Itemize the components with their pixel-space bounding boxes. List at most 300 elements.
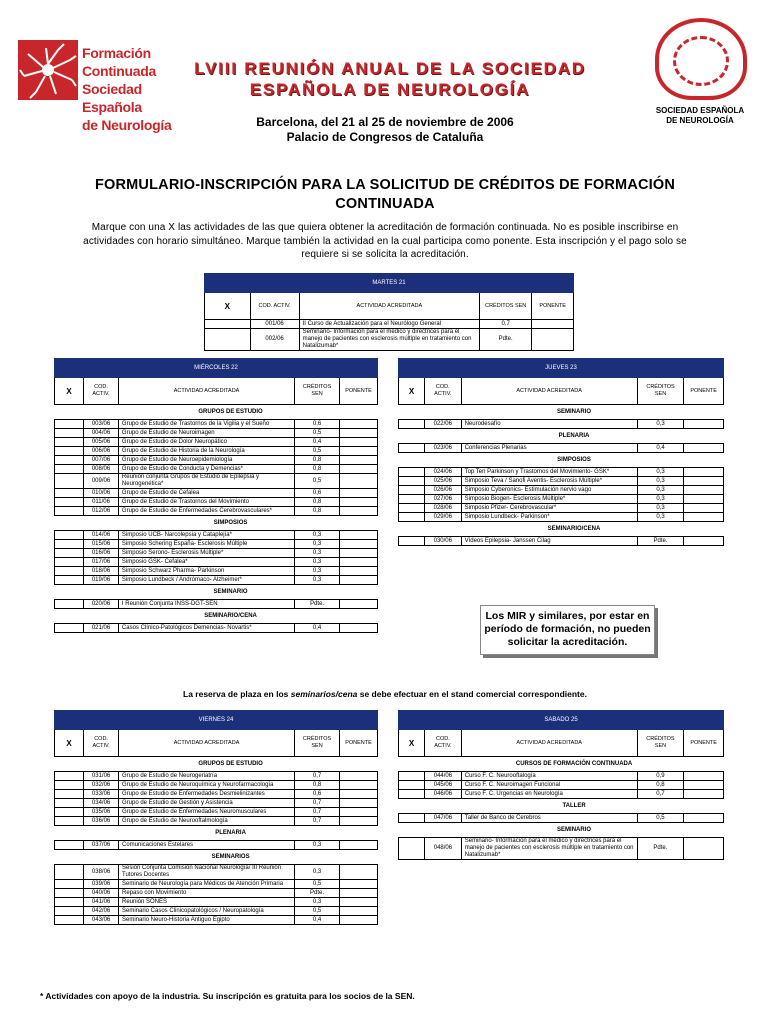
section-title: SEMINARIO/CENA <box>204 612 257 619</box>
select-checkbox-cell[interactable] <box>55 465 84 474</box>
select-checkbox-cell[interactable] <box>55 817 84 826</box>
ponente-checkbox-cell[interactable] <box>684 772 724 781</box>
activity-name: Seminario- Información para el médico y directrices para el manejo de pacientes con esclerosis múltiple en tratamiento con Natalizumab* <box>461 838 637 860</box>
reserva-text-after: se debe efectuar en el stand comercial correspondiente. <box>357 689 587 699</box>
section-row <box>399 799 724 814</box>
activity-code: 028/06 <box>425 504 462 513</box>
ponente-checkbox-cell[interactable] <box>339 898 377 907</box>
activity-name: Grupo de Estudio de Historia de la Neurología <box>118 447 294 456</box>
select-checkbox-cell[interactable] <box>55 489 84 498</box>
activity-code: 003/06 <box>84 420 119 429</box>
column-creditos: CRÉDITOS SEN <box>480 293 532 320</box>
ponente-checkbox-cell[interactable] <box>339 799 377 808</box>
activity-code: 008/06 <box>84 465 119 474</box>
section-row <box>399 823 724 838</box>
activity-credits: 0,3 <box>637 504 684 513</box>
meeting-subtitle <box>150 115 620 145</box>
table-jueves <box>398 358 724 546</box>
activity-code: 010/06 <box>84 489 119 498</box>
select-checkbox-cell[interactable] <box>55 549 84 558</box>
section-spacer <box>399 405 425 420</box>
ponente-checkbox-cell[interactable] <box>532 320 574 329</box>
select-checkbox-cell[interactable] <box>55 880 84 889</box>
select-checkbox-cell[interactable] <box>399 495 425 504</box>
activity-name: Curso F. C. Urgencias en Neurología <box>461 790 637 799</box>
activity-row <box>55 429 378 438</box>
select-checkbox-cell[interactable] <box>55 531 84 540</box>
column-cod: COD. ACTIV. <box>250 293 299 320</box>
ponente-checkbox-cell[interactable] <box>339 429 377 438</box>
activity-row <box>399 838 724 860</box>
activity-row <box>55 531 378 540</box>
activity-name: Grupo de Estudio de Trastornos del Movimiento <box>118 498 294 507</box>
activity-code: 037/06 <box>84 841 119 850</box>
column-ponente: PONENTE <box>532 293 574 320</box>
activity-row <box>399 537 724 546</box>
ponente-checkbox-cell[interactable] <box>339 456 377 465</box>
meeting-title-line-1: LVIII REUNIÓN ANUAL DE LA SOCIEDAD <box>194 59 586 78</box>
ponente-checkbox-cell[interactable] <box>339 531 377 540</box>
activity-name: Grupo de Estudio de Gestión y Asistencia <box>119 799 295 808</box>
activity-name: Grupo de Estudio de Conducta y Demencias* <box>118 465 294 474</box>
select-checkbox-cell[interactable] <box>55 808 84 817</box>
activity-row <box>55 567 378 576</box>
activity-name: Simposio Lundbeck- Parkinson* <box>461 513 637 522</box>
section-spacer <box>55 585 84 600</box>
activity-code: 038/06 <box>84 865 119 880</box>
section-row <box>399 405 724 420</box>
activity-credits: 0,4 <box>295 438 340 447</box>
activity-code: 043/06 <box>84 916 119 925</box>
select-checkbox-cell[interactable] <box>55 889 84 898</box>
activity-row <box>55 841 378 850</box>
activity-name: Simposio Lundbeck / Andrómaco- Alzheimer* <box>118 576 294 585</box>
activity-row <box>399 504 724 513</box>
activity-row <box>399 420 724 429</box>
activity-code: 015/06 <box>84 540 119 549</box>
activity-name: Grupo de Estudio de Enfermedades Neuromusculares <box>119 808 295 817</box>
activity-row <box>55 817 378 826</box>
section-spacer <box>399 823 425 838</box>
activity-row <box>55 772 378 781</box>
table-viernes <box>54 710 378 925</box>
form-title <box>40 176 730 214</box>
ponente-checkbox-cell[interactable] <box>339 420 377 429</box>
column-x: X <box>55 378 84 405</box>
column-cod: COD. ACTIV. <box>84 378 119 405</box>
ponente-checkbox-cell[interactable] <box>339 540 377 549</box>
activity-credits: 0,3 <box>637 486 684 495</box>
select-checkbox-cell[interactable] <box>55 624 84 633</box>
select-checkbox-cell[interactable] <box>205 329 251 351</box>
ponente-checkbox-cell[interactable] <box>684 444 724 453</box>
activity-credits: 0,6 <box>295 790 340 799</box>
ponente-checkbox-cell[interactable] <box>339 567 377 576</box>
section-spacer <box>55 850 84 865</box>
select-checkbox-cell[interactable] <box>55 447 84 456</box>
ponente-checkbox-cell[interactable] <box>684 477 724 486</box>
select-checkbox-cell[interactable] <box>399 772 425 781</box>
activity-credits: 0,3 <box>295 540 340 549</box>
activity-row <box>55 889 378 898</box>
select-checkbox-cell[interactable] <box>55 420 84 429</box>
ponente-checkbox-cell[interactable] <box>339 624 377 633</box>
ponente-checkbox-cell[interactable] <box>339 880 377 889</box>
column-ponente: PONENTE <box>684 730 724 757</box>
activity-name: Simposio Schwarz Pharma- Parkinson <box>118 567 294 576</box>
section-spacer <box>399 522 425 537</box>
activity-name: II Curso de Actualización para el Neurólogo General <box>299 320 479 329</box>
ponente-checkbox-cell[interactable] <box>684 504 724 513</box>
activity-row <box>55 438 378 447</box>
activity-credits: Pdte. <box>637 838 684 860</box>
activity-credits: 0,8 <box>295 465 340 474</box>
select-checkbox-cell[interactable] <box>399 814 425 823</box>
logo-right-line-1: SOCIEDAD ESPAÑOLA <box>655 106 745 115</box>
activity-code: 048/06 <box>425 838 462 860</box>
logo-right-text <box>645 106 755 126</box>
section-row <box>399 757 724 772</box>
section-spacer <box>55 826 84 841</box>
activity-name: Simposio Schering España- Esclerosis Múltiple <box>118 540 294 549</box>
meeting-title <box>180 58 600 100</box>
activity-row <box>399 495 724 504</box>
activity-code: 042/06 <box>84 907 119 916</box>
column-actividad: ACTIVIDAD ACREDITADA <box>461 378 637 405</box>
select-checkbox-cell[interactable] <box>399 513 425 522</box>
select-checkbox-cell[interactable] <box>55 781 84 790</box>
ponente-checkbox-cell[interactable] <box>339 498 377 507</box>
activity-credits: 0,8 <box>295 456 340 465</box>
activity-credits: 0,6 <box>295 420 340 429</box>
column-creditos: CRÉDITOS SEN <box>295 730 340 757</box>
select-checkbox-cell[interactable] <box>399 444 425 453</box>
column-ponente: PONENTE <box>339 378 377 405</box>
activity-code: 025/06 <box>425 477 462 486</box>
section-title: SEMINARIO <box>557 408 592 415</box>
day-header: JUEVES 23 <box>399 359 724 378</box>
activity-credits: 0,3 <box>295 576 340 585</box>
activity-credits: 0,7 <box>295 799 340 808</box>
activity-row <box>55 420 378 429</box>
activity-row <box>55 880 378 889</box>
activity-credits: Pdte. <box>295 889 340 898</box>
activity-credits: 0,3 <box>295 865 340 880</box>
select-checkbox-cell[interactable] <box>55 576 84 585</box>
activity-row <box>55 576 378 585</box>
activity-code: 005/06 <box>84 438 119 447</box>
activity-name: Conferencias Plenarias <box>461 444 637 453</box>
ponente-checkbox-cell[interactable] <box>339 600 377 609</box>
activity-code: 026/06 <box>425 486 462 495</box>
ponente-checkbox-cell[interactable] <box>339 465 377 474</box>
logo-left-line-3: de Neurología <box>82 117 172 133</box>
activity-name: Casos Clínico-Patológicos Demencias- Novartis* <box>118 624 294 633</box>
ponente-checkbox-cell[interactable] <box>684 495 724 504</box>
activity-name: Repaso con Movimiento <box>119 889 295 898</box>
activity-name: Simposio Serono- Esclerosis Múltiple* <box>118 549 294 558</box>
ponente-checkbox-cell[interactable] <box>684 814 724 823</box>
column-cod: COD. ACTIV. <box>425 730 462 757</box>
activity-row <box>399 814 724 823</box>
activity-code: 030/06 <box>425 537 462 546</box>
ponente-checkbox-cell[interactable] <box>339 558 377 567</box>
column-actividad: ACTIVIDAD ACREDITADA <box>118 378 294 405</box>
select-checkbox-cell[interactable] <box>55 865 84 880</box>
activity-row <box>55 474 378 489</box>
day-header-row <box>399 359 724 378</box>
select-checkbox-cell[interactable] <box>399 781 425 790</box>
column-actividad: ACTIVIDAD ACREDITADA <box>299 293 479 320</box>
ponente-checkbox-cell[interactable] <box>684 790 724 799</box>
ponente-checkbox-cell[interactable] <box>339 817 377 826</box>
select-checkbox-cell[interactable] <box>55 438 84 447</box>
section-spacer <box>399 799 425 814</box>
select-checkbox-cell[interactable] <box>55 898 84 907</box>
section-row <box>55 585 378 600</box>
table-martes <box>204 273 574 351</box>
section-title: GRUPOS DE ESTUDIO <box>198 760 263 767</box>
activity-credits: Pdte. <box>637 537 684 546</box>
activity-credits: 0,5 <box>295 447 340 456</box>
activity-name: Grupo de Estudio de Neurogeriatría <box>119 772 295 781</box>
activity-row <box>399 477 724 486</box>
select-checkbox-cell[interactable] <box>55 790 84 799</box>
ponente-checkbox-cell[interactable] <box>339 841 377 850</box>
activity-credits: 0,5 <box>295 474 340 489</box>
column-x: X <box>399 730 425 757</box>
ponente-checkbox-cell[interactable] <box>339 474 377 489</box>
activity-credits: 0,3 <box>637 420 684 429</box>
activity-name: Simposio UCB- Narcolepsia y Cataplejía* <box>118 531 294 540</box>
activity-credits: 0,5 <box>637 814 684 823</box>
activity-credits: 0,7 <box>295 817 340 826</box>
activity-row <box>399 444 724 453</box>
activity-credits: 0,3 <box>637 468 684 477</box>
activity-row <box>55 907 378 916</box>
activity-code: 034/06 <box>84 799 119 808</box>
select-checkbox-cell[interactable] <box>399 838 425 860</box>
activity-name: Seminario de Neurología para Médicos de Atención Primaria <box>119 880 295 889</box>
activity-credits: 0,3 <box>637 513 684 522</box>
activity-name: Neurodesafío <box>461 420 637 429</box>
ponente-checkbox-cell[interactable] <box>532 329 574 351</box>
activity-code: 016/06 <box>84 549 119 558</box>
activity-credits: 0,9 <box>637 772 684 781</box>
activity-credits: 0,8 <box>295 498 340 507</box>
activity-name: Sesión Conjunta Comisión Nacional Neurología/ III Reunión Tutores Docentes <box>119 865 295 880</box>
select-checkbox-cell[interactable] <box>55 540 84 549</box>
select-checkbox-cell[interactable] <box>399 486 425 495</box>
logo-left-line-2: Sociedad Española <box>82 81 142 115</box>
activity-row <box>55 790 378 799</box>
activity-name: Grupo de Estudio de Dolor Neuropático <box>118 438 294 447</box>
table-miercoles <box>54 358 378 633</box>
ponente-checkbox-cell[interactable] <box>339 889 377 898</box>
column-x: X <box>55 730 84 757</box>
table-sabado <box>398 710 724 860</box>
select-checkbox-cell[interactable] <box>55 907 84 916</box>
select-checkbox-cell[interactable] <box>399 468 425 477</box>
ponente-checkbox-cell[interactable] <box>339 447 377 456</box>
activity-row <box>55 465 378 474</box>
select-checkbox-cell[interactable] <box>399 504 425 513</box>
ponente-checkbox-cell[interactable] <box>684 486 724 495</box>
mir-note: Los MIR y similares, por estar en período de formación, no pueden solicitar la acreditación. <box>480 605 655 655</box>
activity-row <box>55 808 378 817</box>
activity-code: 011/06 <box>84 498 119 507</box>
activity-row <box>55 865 378 880</box>
activity-credits: 0,4 <box>295 916 340 925</box>
section-title: PLENARIA <box>558 432 590 439</box>
column-header-row <box>399 378 724 405</box>
column-creditos: CRÉDITOS SEN <box>637 378 684 405</box>
ponente-checkbox-cell[interactable] <box>339 907 377 916</box>
select-checkbox-cell[interactable] <box>55 916 84 925</box>
section-spacer <box>399 757 425 772</box>
activity-row <box>205 320 574 329</box>
activity-name: Grupo de Estudio de Neuroepidemiología <box>118 456 294 465</box>
ponente-checkbox-cell[interactable] <box>684 468 724 477</box>
day-header: MIÉRCOLES 22 <box>55 359 378 378</box>
select-checkbox-cell[interactable] <box>55 841 84 850</box>
select-checkbox-cell[interactable] <box>399 790 425 799</box>
section-spacer <box>55 516 84 531</box>
logo-left-line-1: Formación Continuada <box>82 45 156 79</box>
select-checkbox-cell[interactable] <box>55 558 84 567</box>
ponente-checkbox-cell[interactable] <box>339 865 377 880</box>
column-ponente: PONENTE <box>684 378 724 405</box>
activity-credits: 0,7 <box>637 790 684 799</box>
activity-credits: 0,8 <box>637 781 684 790</box>
activity-credits: 0,7 <box>480 320 532 329</box>
activity-row <box>55 624 378 633</box>
activity-code: 004/06 <box>84 429 119 438</box>
day-header-row <box>55 359 378 378</box>
section-row <box>399 453 724 468</box>
activity-name: Reunión SONES <box>119 898 295 907</box>
column-header-row <box>55 730 378 757</box>
ponente-checkbox-cell[interactable] <box>339 790 377 799</box>
ponente-checkbox-cell[interactable] <box>339 489 377 498</box>
activity-code: 029/06 <box>425 513 462 522</box>
section-row <box>55 826 378 841</box>
brain-logo-inner-icon <box>673 36 729 86</box>
select-checkbox-cell[interactable] <box>399 537 425 546</box>
section-row <box>399 429 724 444</box>
activity-code: 032/06 <box>84 781 119 790</box>
activity-code: 022/06 <box>425 420 462 429</box>
ponente-checkbox-cell[interactable] <box>339 438 377 447</box>
ponente-checkbox-cell[interactable] <box>684 420 724 429</box>
ponente-checkbox-cell[interactable] <box>684 781 724 790</box>
select-checkbox-cell[interactable] <box>55 772 84 781</box>
section-spacer <box>55 757 84 772</box>
activity-name: Simposio Biogen- Esclerosis Múltiple* <box>461 495 637 504</box>
select-checkbox-cell[interactable] <box>55 456 84 465</box>
column-x: X <box>205 293 251 320</box>
activity-credits: 0,3 <box>295 558 340 567</box>
select-checkbox-cell[interactable] <box>55 600 84 609</box>
activity-credits: Pdte. <box>295 600 340 609</box>
section-title: TALLER <box>562 802 586 809</box>
activity-name: Seminario- Información para el médico y directrices para el manejo de pacientes con esclerosis múltiple en tratamiento con Natalizumab* <box>299 329 479 351</box>
select-checkbox-cell[interactable] <box>399 420 425 429</box>
ponente-checkbox-cell[interactable] <box>684 537 724 546</box>
activity-row <box>55 898 378 907</box>
column-creditos: CRÉDITOS SEN <box>637 730 684 757</box>
select-checkbox-cell[interactable] <box>55 498 84 507</box>
section-row <box>55 609 378 624</box>
ponente-checkbox-cell[interactable] <box>339 576 377 585</box>
select-checkbox-cell[interactable] <box>55 567 84 576</box>
activity-row <box>399 486 724 495</box>
select-checkbox-cell[interactable] <box>55 799 84 808</box>
activity-code: 017/06 <box>84 558 119 567</box>
neuron-logo-icon <box>18 40 78 100</box>
ponente-checkbox-cell[interactable] <box>339 772 377 781</box>
section-spacer <box>399 429 425 444</box>
activity-credits: 0,8 <box>295 781 340 790</box>
day-header-row <box>55 711 378 730</box>
column-header-row <box>205 293 574 320</box>
activity-code: 027/06 <box>425 495 462 504</box>
activity-row <box>205 329 574 351</box>
select-checkbox-cell[interactable] <box>399 477 425 486</box>
activity-row <box>399 513 724 522</box>
activity-row <box>55 781 378 790</box>
ponente-checkbox-cell[interactable] <box>339 781 377 790</box>
activity-code: 018/06 <box>84 567 119 576</box>
activity-row <box>55 799 378 808</box>
select-checkbox-cell[interactable] <box>55 429 84 438</box>
activity-credits: 0,7 <box>295 772 340 781</box>
select-checkbox-cell[interactable] <box>205 320 251 329</box>
ponente-checkbox-cell[interactable] <box>684 838 724 860</box>
activity-name: Simposio Teva / Sanofi Aventis- Esclerosis Múltiple* <box>461 477 637 486</box>
ponente-checkbox-cell[interactable] <box>339 808 377 817</box>
section-title: SEMINARIO/CENA <box>547 525 601 532</box>
day-header-row <box>399 711 724 730</box>
section-title: SIMPOSIOS <box>557 456 591 463</box>
section-title: GRUPOS DE ESTUDIO <box>198 408 263 415</box>
meeting-venue: Palacio de Congresos de Cataluña <box>286 130 484 144</box>
activity-name: Simposio Cyberonics- Estimulación nervio vago <box>461 486 637 495</box>
activity-code: 006/06 <box>84 447 119 456</box>
activity-row <box>55 456 378 465</box>
activity-name: Grupo de Estudio de Trastornos de la Vigilia y el Sueño <box>118 420 294 429</box>
column-actividad: ACTIVIDAD ACREDITADA <box>119 730 295 757</box>
activity-code: 044/06 <box>425 772 462 781</box>
ponente-checkbox-cell[interactable] <box>339 916 377 925</box>
ponente-checkbox-cell[interactable] <box>339 549 377 558</box>
activity-name: Simposio GSK- Cefalea* <box>118 558 294 567</box>
activity-row <box>55 540 378 549</box>
section-spacer <box>55 609 84 624</box>
activity-code: 033/06 <box>84 790 119 799</box>
select-checkbox-cell[interactable] <box>55 507 84 516</box>
activity-row <box>55 489 378 498</box>
activity-row <box>55 498 378 507</box>
activity-row <box>55 916 378 925</box>
activity-credits: 0,7 <box>295 808 340 817</box>
ponente-checkbox-cell[interactable] <box>339 507 377 516</box>
ponente-checkbox-cell[interactable] <box>684 513 724 522</box>
activity-code: 041/06 <box>84 898 119 907</box>
select-checkbox-cell[interactable] <box>55 474 84 489</box>
activity-row <box>399 468 724 477</box>
form-instructions: Marque con una X las actividades de las que quiera obtener la acreditación de formación continuada. No es posible inscribirse en actividades con horario simultáneo. Marque también la actividad en la cual participa como ponente. Esta inscripción y el pago solo se requiere si se solicita la acreditación. <box>83 222 687 260</box>
